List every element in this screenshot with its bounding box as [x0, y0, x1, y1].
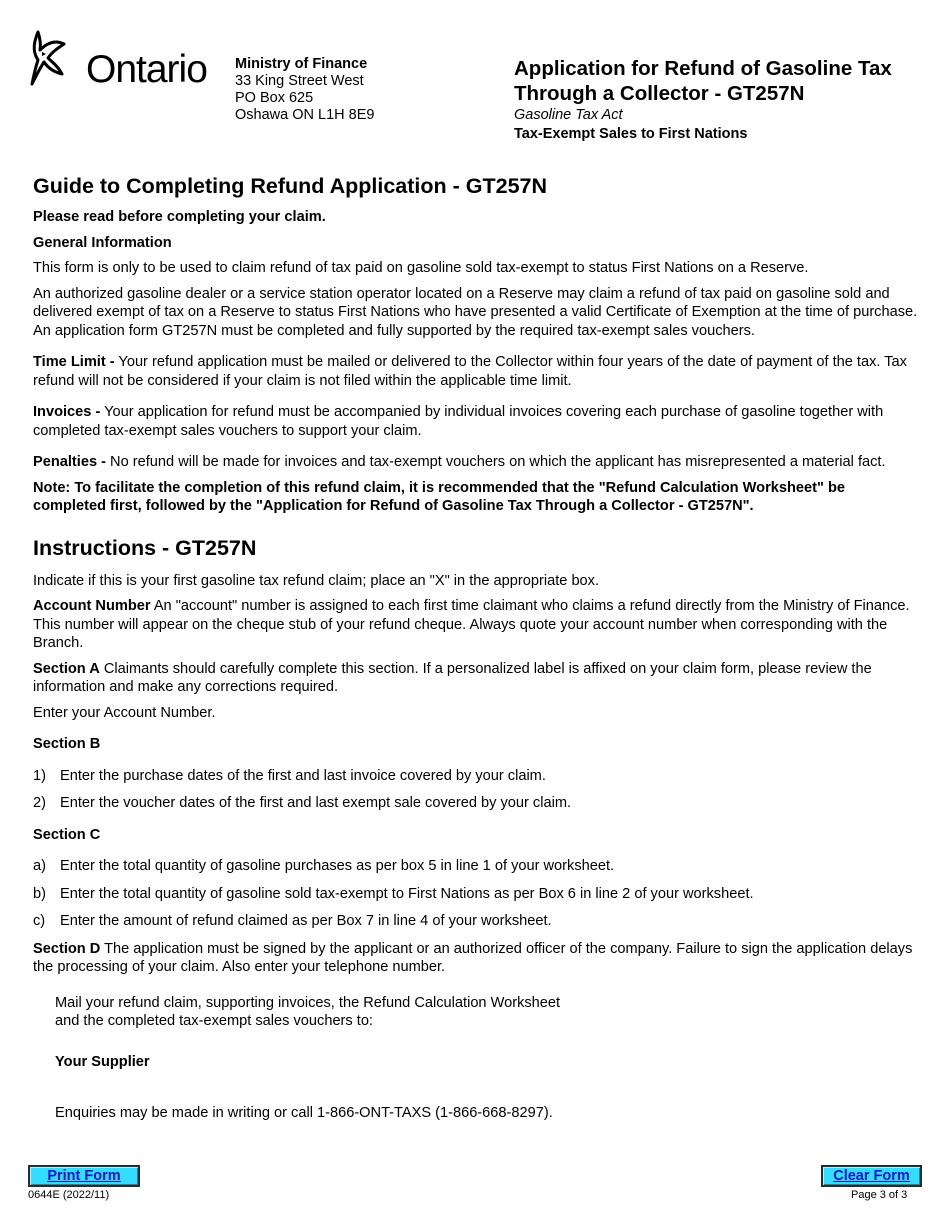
form-content [33, 172, 918, 1123]
form-title-line-1: Application for Refund of Gasoline Tax [514, 57, 892, 80]
account-number-text: An "account" number is assigned to each first time claimant who claims a refund directly from the Ministry of Finance. This number will appear on the cheque stub of your refund cheque. Always quote your account number when corresponding with the Branch. [33, 598, 910, 651]
general-heading: General Information [33, 234, 172, 251]
section-a-paragraph [33, 660, 918, 697]
invoices-label: Invoices - [33, 404, 101, 420]
read-before-note: Please read before completing your claim. [33, 209, 326, 225]
section-d-text: The application must be signed by the applicant or an authorized officer of the company. Failure to sign the application delays the processing of your claim. Also enter your telephone number. [33, 940, 913, 975]
first-claim-instruction: Indicate if this is your first gasoline tax refund claim; place an "X" in the appropriate box. [33, 572, 600, 589]
form-title-block [514, 56, 934, 144]
enquiries-text: Enquiries may be made in writing or call 1-866-ONT-TAXS (1-866-668-8297). [55, 1105, 553, 1121]
mail-instructions [55, 994, 918, 1123]
form-subtitle: Tax-Exempt Sales to First Nations [514, 126, 748, 142]
section-a-text: Claimants should carefully complete this section. If a personalized label is affixed on your claim form, please review the information and make any corrections required. [33, 660, 872, 695]
completion-note: Note: To facilitate the completion of this refund claim, it is recommended that the "Refund Calculation Worksheet" be completed first, followed by the "Application for Refund of Gasoline Tax Through a Collector - GT257N". [33, 479, 845, 514]
mail-line-1: Mail your refund claim, supporting invoices, the Refund Calculation Worksheet [55, 994, 561, 1011]
guide-title: Guide to Completing Refund Application - GT257N [33, 174, 548, 198]
act-name: Gasoline Tax Act [514, 107, 623, 123]
address-line-2: PO Box 625 [235, 90, 314, 106]
list-item-text: Enter the voucher dates of the first and last exempt sale covered by your claim. [60, 795, 572, 811]
list-item-text: Enter the amount of refund claimed as per Box 7 in line 4 of your worksheet. [60, 913, 552, 929]
list-item-text: Enter the purchase dates of the first and last invoice covered by your claim. [60, 767, 546, 784]
ministry-name: Ministry of Finance [235, 56, 368, 72]
list-item-number: 2) [33, 795, 46, 811]
address-line-3: Oshawa ON L1H 8E9 [235, 107, 375, 123]
invoices-text: Your application for refund must be accompanied by individual invoices covering each purchase of gasoline together with completed tax-exempt sales vouchers to support your claim. [33, 404, 884, 439]
enter-account-instruction: Enter your Account Number. [33, 704, 216, 721]
clear-form-button[interactable]: Clear Form [821, 1165, 922, 1187]
list-item-text: Enter the total quantity of gasoline purchases as per box 5 in line 1 of your worksheet. [60, 858, 615, 874]
account-number-paragraph [33, 597, 918, 653]
time-limit-paragraph [33, 353, 918, 390]
section-d-label: Section D [33, 940, 101, 957]
ministry-address [235, 56, 374, 124]
supplier-label: Your Supplier [55, 1053, 150, 1070]
list-item-number: 1) [33, 767, 46, 784]
list-item-number: b) [33, 885, 46, 902]
general-paragraph-2: An authorized gasoline dealer or a service station operator located on a Reserve may claim a refund of tax paid on gasoline sold and delivered exempt of tax on a Reserve to status First Nations who have presented a valid Certificate of Exemption at the time of purchase. An application form GT257N must be completed and fully supported by the required tax-exempt sales vouchers. [33, 285, 918, 339]
list-item-text: Enter the total quantity of gasoline sold tax-exempt to First Nations as per Box 6 in line 2 of your worksheet. [60, 885, 754, 902]
form-title-line-2: Through a Collector - GT257N [514, 82, 805, 105]
list-item [33, 794, 918, 813]
section-b-label: Section B [33, 736, 101, 752]
penalties-paragraph [33, 453, 918, 472]
instructions-title: Instructions - GT257N [33, 535, 257, 560]
section-a-label: Section A [33, 660, 100, 677]
time-limit-text: Your refund application must be mailed or delivered to the Collector within four years of the date of payment of the tax. Tax refund will not be considered if your claim is not filed within the applicable time limit. [33, 354, 907, 389]
logo-text: Ontario [86, 48, 207, 91]
section-d-paragraph [33, 940, 918, 977]
section-c-label: Section C [33, 826, 101, 843]
list-item [33, 912, 918, 931]
general-paragraph-1: This form is only to be used to claim refund of tax paid on gasoline sold tax-exempt to status First Nations on a Reserve. [33, 260, 809, 276]
list-item-number: c) [33, 913, 46, 929]
account-number-label: Account Number [33, 598, 151, 614]
mail-line-2: and the completed tax-exempt sales vouchers to: [55, 1013, 373, 1029]
list-item [33, 767, 918, 786]
list-item [33, 857, 918, 876]
form-number: 0644E (2022/11) [28, 1189, 110, 1201]
invoices-paragraph [33, 403, 918, 440]
print-form-button[interactable]: Print Form [28, 1165, 140, 1187]
penalties-text: No refund will be made for invoices and tax-exempt vouchers on which the applicant has misrepresented a material fact. [106, 454, 886, 470]
penalties-label: Penalties - [33, 454, 106, 470]
list-item-number: a) [33, 858, 46, 874]
list-item [33, 885, 918, 904]
time-limit-label: Time Limit - [33, 354, 115, 370]
ontario-logo [28, 28, 208, 92]
address-line-1: 33 King Street West [235, 73, 364, 89]
page-number: Page 3 of 3 [851, 1189, 908, 1201]
